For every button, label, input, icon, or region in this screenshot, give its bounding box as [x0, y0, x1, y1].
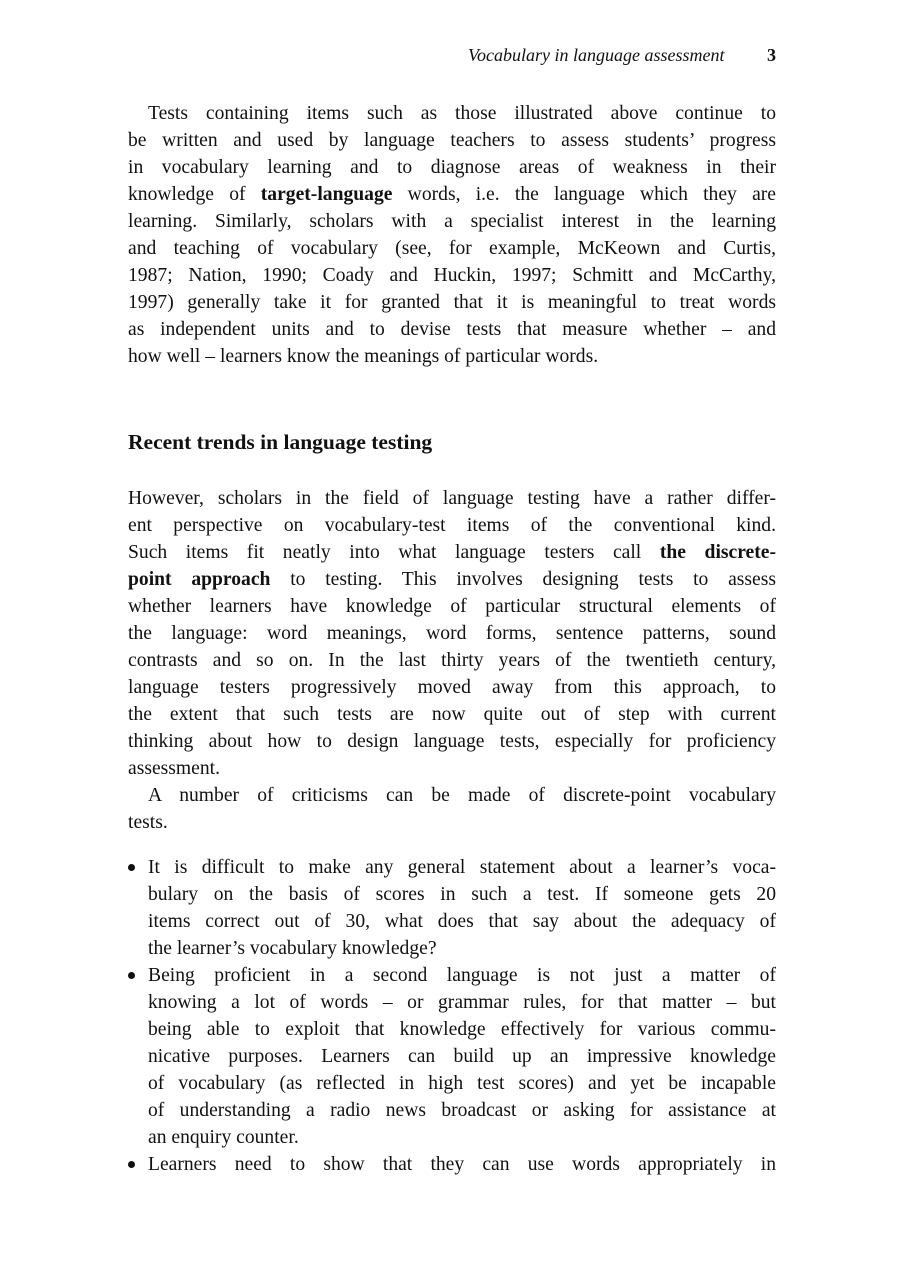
text-line: of understanding a radio news broadcast or asking for assistance at [148, 1100, 776, 1121]
text-line: language testers progressively moved away from this approach, to [128, 677, 776, 698]
text-line: assessment. [128, 758, 220, 779]
list-item [128, 962, 776, 1151]
page-number: 3 [767, 45, 776, 65]
text-line: the extent that such tests are now quite out of step with current [128, 704, 776, 725]
key-term: point approach [128, 569, 271, 590]
text-line: It is difficult to make any general statement about a learner’s voca- [148, 857, 776, 878]
text-line: 1987; Nation, 1990; Coady and Huckin, 1997; Schmitt and McCarthy, [128, 265, 776, 286]
text-line: bulary on the basis of scores in such a test. If someone gets 20 [148, 884, 776, 905]
text-line: knowing a lot of words – or grammar rules, for that matter – but [148, 992, 776, 1013]
text-line [128, 181, 776, 208]
running-title: Vocabulary in language assessment [468, 45, 725, 65]
paragraph-intro [128, 100, 776, 370]
text-line: thinking about how to design language tests, especially for proficiency [128, 731, 776, 752]
text-line: the language: word meanings, word forms, sentence patterns, sound [128, 623, 776, 644]
text-run: to testing. This involves designing tests to assess [270, 569, 776, 590]
text-line: ent perspective on vocabulary-test items of the conventional kind. [128, 515, 776, 536]
text-line: Being proficient in a second language is not just a matter of [148, 965, 776, 986]
text-line: whether learners have knowledge of particular structural elements of [128, 596, 776, 617]
text-run: Such items fit neatly into what language testers call [128, 542, 660, 563]
text-line: 1997) generally take it for granted that it is meaningful to treat words [128, 292, 776, 313]
criticisms-list [128, 854, 776, 1178]
text-line: learning. Similarly, scholars with a specialist interest in the learning [128, 211, 776, 232]
text-line: contrasts and so on. In the last thirty years of the twentieth century, [128, 650, 776, 671]
text-line: items correct out of 30, what does that say about the adequacy of [148, 911, 776, 932]
text-line [128, 566, 776, 593]
text-line: being able to exploit that knowledge effectively for various commu- [148, 1019, 776, 1040]
bullet-icon [128, 864, 135, 871]
bullet-icon [128, 1161, 135, 1168]
list-item [128, 1151, 776, 1178]
text-line: as independent units and to devise tests that measure whether – and [128, 319, 776, 340]
text-run: words, i.e. the language which they are [392, 184, 776, 205]
bullet-icon [128, 972, 135, 979]
text-line: tests. [128, 812, 168, 833]
text-line: A number of criticisms can be made of discrete-point vocabulary [148, 785, 776, 806]
list-item [128, 854, 776, 962]
text-line: However, scholars in the field of language testing have a rather differ- [128, 488, 776, 509]
text-line [128, 539, 776, 566]
text-line: nicative purposes. Learners can build up an impressive knowledge [148, 1046, 776, 1067]
text-line: Learners need to show that they can use words appropriately in [148, 1154, 776, 1175]
text-line: be written and used by language teachers to assess students’ progress [128, 130, 776, 151]
text-line: how well – learners know the meanings of particular words. [128, 346, 599, 367]
text-line: of vocabulary (as reflected in high test scores) and yet be incapable [148, 1073, 776, 1094]
paragraph-discrete-point [128, 485, 776, 836]
text-line: Tests containing items such as those illustrated above continue to [148, 103, 776, 124]
key-term: target-language [260, 184, 393, 205]
text-line: an enquiry counter. [148, 1127, 299, 1148]
text-line: and teaching of vocabulary (see, for example, McKeown and Curtis, [128, 238, 776, 259]
text-run: knowledge of [128, 184, 261, 205]
text-line: in vocabulary learning and to diagnose areas of weakness in their [128, 157, 776, 178]
text-line: the learner’s vocabulary knowledge? [148, 938, 437, 959]
key-term: the discrete- [659, 542, 776, 563]
running-head [468, 45, 776, 66]
section-heading: Recent trends in language testing [128, 430, 433, 454]
